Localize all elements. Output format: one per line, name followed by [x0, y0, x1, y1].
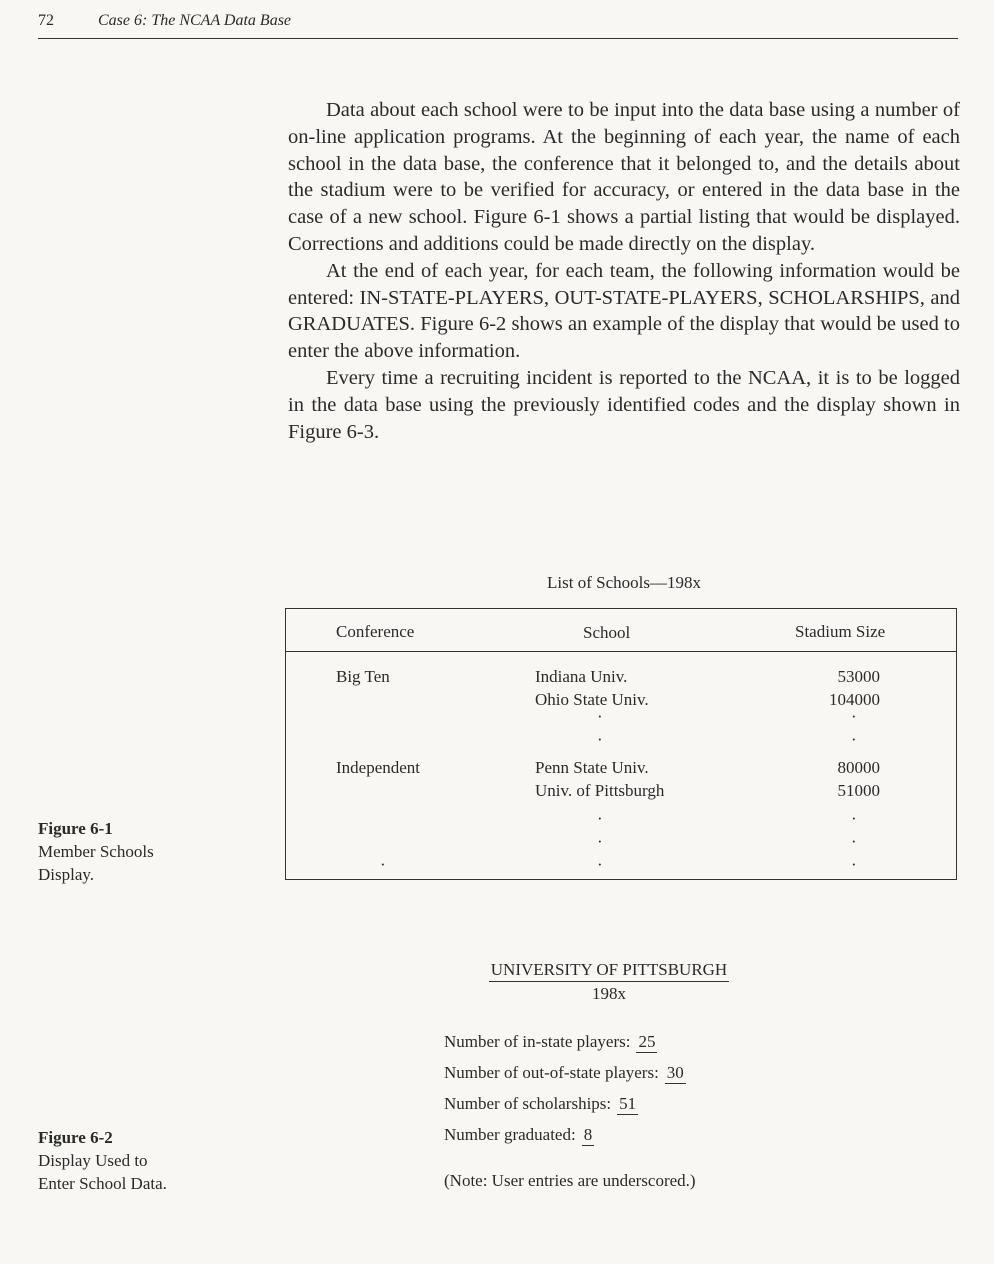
- form-year: 198x: [592, 984, 626, 1003]
- figure-1-caption: [38, 817, 154, 886]
- ellipsis-dots: · ·: [851, 707, 857, 749]
- table-cell-size: 51000: [837, 781, 880, 800]
- paragraph: Every time a recruiting incident is reported to the NCAA, it is to be logged in the data base using the previously identified codes and the display shown in Figure 6-3.: [288, 366, 960, 443]
- form-field-out-of-state: [444, 1063, 686, 1084]
- page-header: [38, 12, 958, 39]
- field-label: Number of out-of-state players:: [444, 1063, 659, 1082]
- field-label: Number of scholarships:: [444, 1094, 612, 1113]
- field-value: 51: [619, 1094, 637, 1113]
- column-header-conference: Conference: [336, 622, 415, 641]
- field-value: 8: [583, 1125, 593, 1144]
- university-name: UNIVERSITY OF PITTSBURGH: [489, 960, 729, 982]
- field-label: Number graduated:: [444, 1125, 576, 1144]
- figure-2-caption: [38, 1126, 167, 1195]
- caption-text: Enter School Data.: [38, 1174, 167, 1193]
- ellipsis-dots: · · ·: [851, 809, 857, 874]
- paragraph: At the end of each year, for each team, the following information would be entered: IN-STATE-PLAYERS, OUT-STATE-PLAYERS, SCHOLARSHIPS, and GRADUATES. Figure 6-2 shows an example of the display that would be used to enter the above information.: [288, 259, 960, 363]
- table-cell-conference: Big Ten: [336, 667, 390, 686]
- table-cell-size: 104000: [829, 690, 880, 709]
- table-cell-school: Penn State Univ.: [535, 758, 649, 777]
- form-field-in-state: [444, 1032, 657, 1053]
- field-value: 25: [638, 1032, 656, 1051]
- paragraph: Data about each school were to be input into the data base using a number of on-line application programs. At the beginning of each year, the name of each school in the data base, the conference that it belonged to, and the details about the stadium were to be verified for accuracy, or entered in the data base in the case of a new school. Figure 6-1 shows a partial listing that would be displayed. Corrections and additions could be made directly on the display.: [288, 99, 960, 255]
- table-cell-size: 80000: [837, 758, 880, 777]
- table-cell-conference: Independent: [336, 758, 421, 777]
- caption-text: Member Schools: [38, 842, 154, 861]
- figure-1-title: List of Schools—198x: [547, 573, 701, 592]
- ellipsis-dots: · · ·: [597, 809, 603, 874]
- column-header-school: School: [583, 623, 631, 642]
- form-note: (Note: User entries are underscored.): [444, 1171, 696, 1190]
- table-cell-school: Indiana Univ.: [535, 667, 628, 686]
- field-label: Number of in-state players:: [444, 1032, 631, 1051]
- form-field-scholarships: [444, 1094, 638, 1115]
- form-field-graduated: [444, 1125, 594, 1146]
- schools-table: [285, 608, 957, 880]
- caption-number: Figure 6-1: [38, 819, 113, 838]
- table-cell-school: Univ. of Pittsburgh: [535, 781, 665, 800]
- ellipsis-dots: · ·: [597, 707, 603, 749]
- table-cell-school: Ohio State Univ.: [535, 690, 649, 709]
- ellipsis-dots: ·: [380, 855, 386, 874]
- table-header: [286, 609, 956, 652]
- body-text: [288, 97, 960, 445]
- school-data-form: [444, 960, 774, 1190]
- column-header-stadium-size: Stadium Size: [795, 622, 886, 641]
- running-head: Case 6: The NCAA Data Base: [98, 12, 292, 29]
- field-value: 30: [666, 1063, 684, 1082]
- caption-text: Display.: [38, 865, 95, 884]
- caption-text: Display Used to: [38, 1151, 148, 1170]
- page-number: 72: [38, 12, 54, 29]
- table-cell-size: 53000: [837, 667, 880, 686]
- caption-number: Figure 6-2: [38, 1128, 113, 1147]
